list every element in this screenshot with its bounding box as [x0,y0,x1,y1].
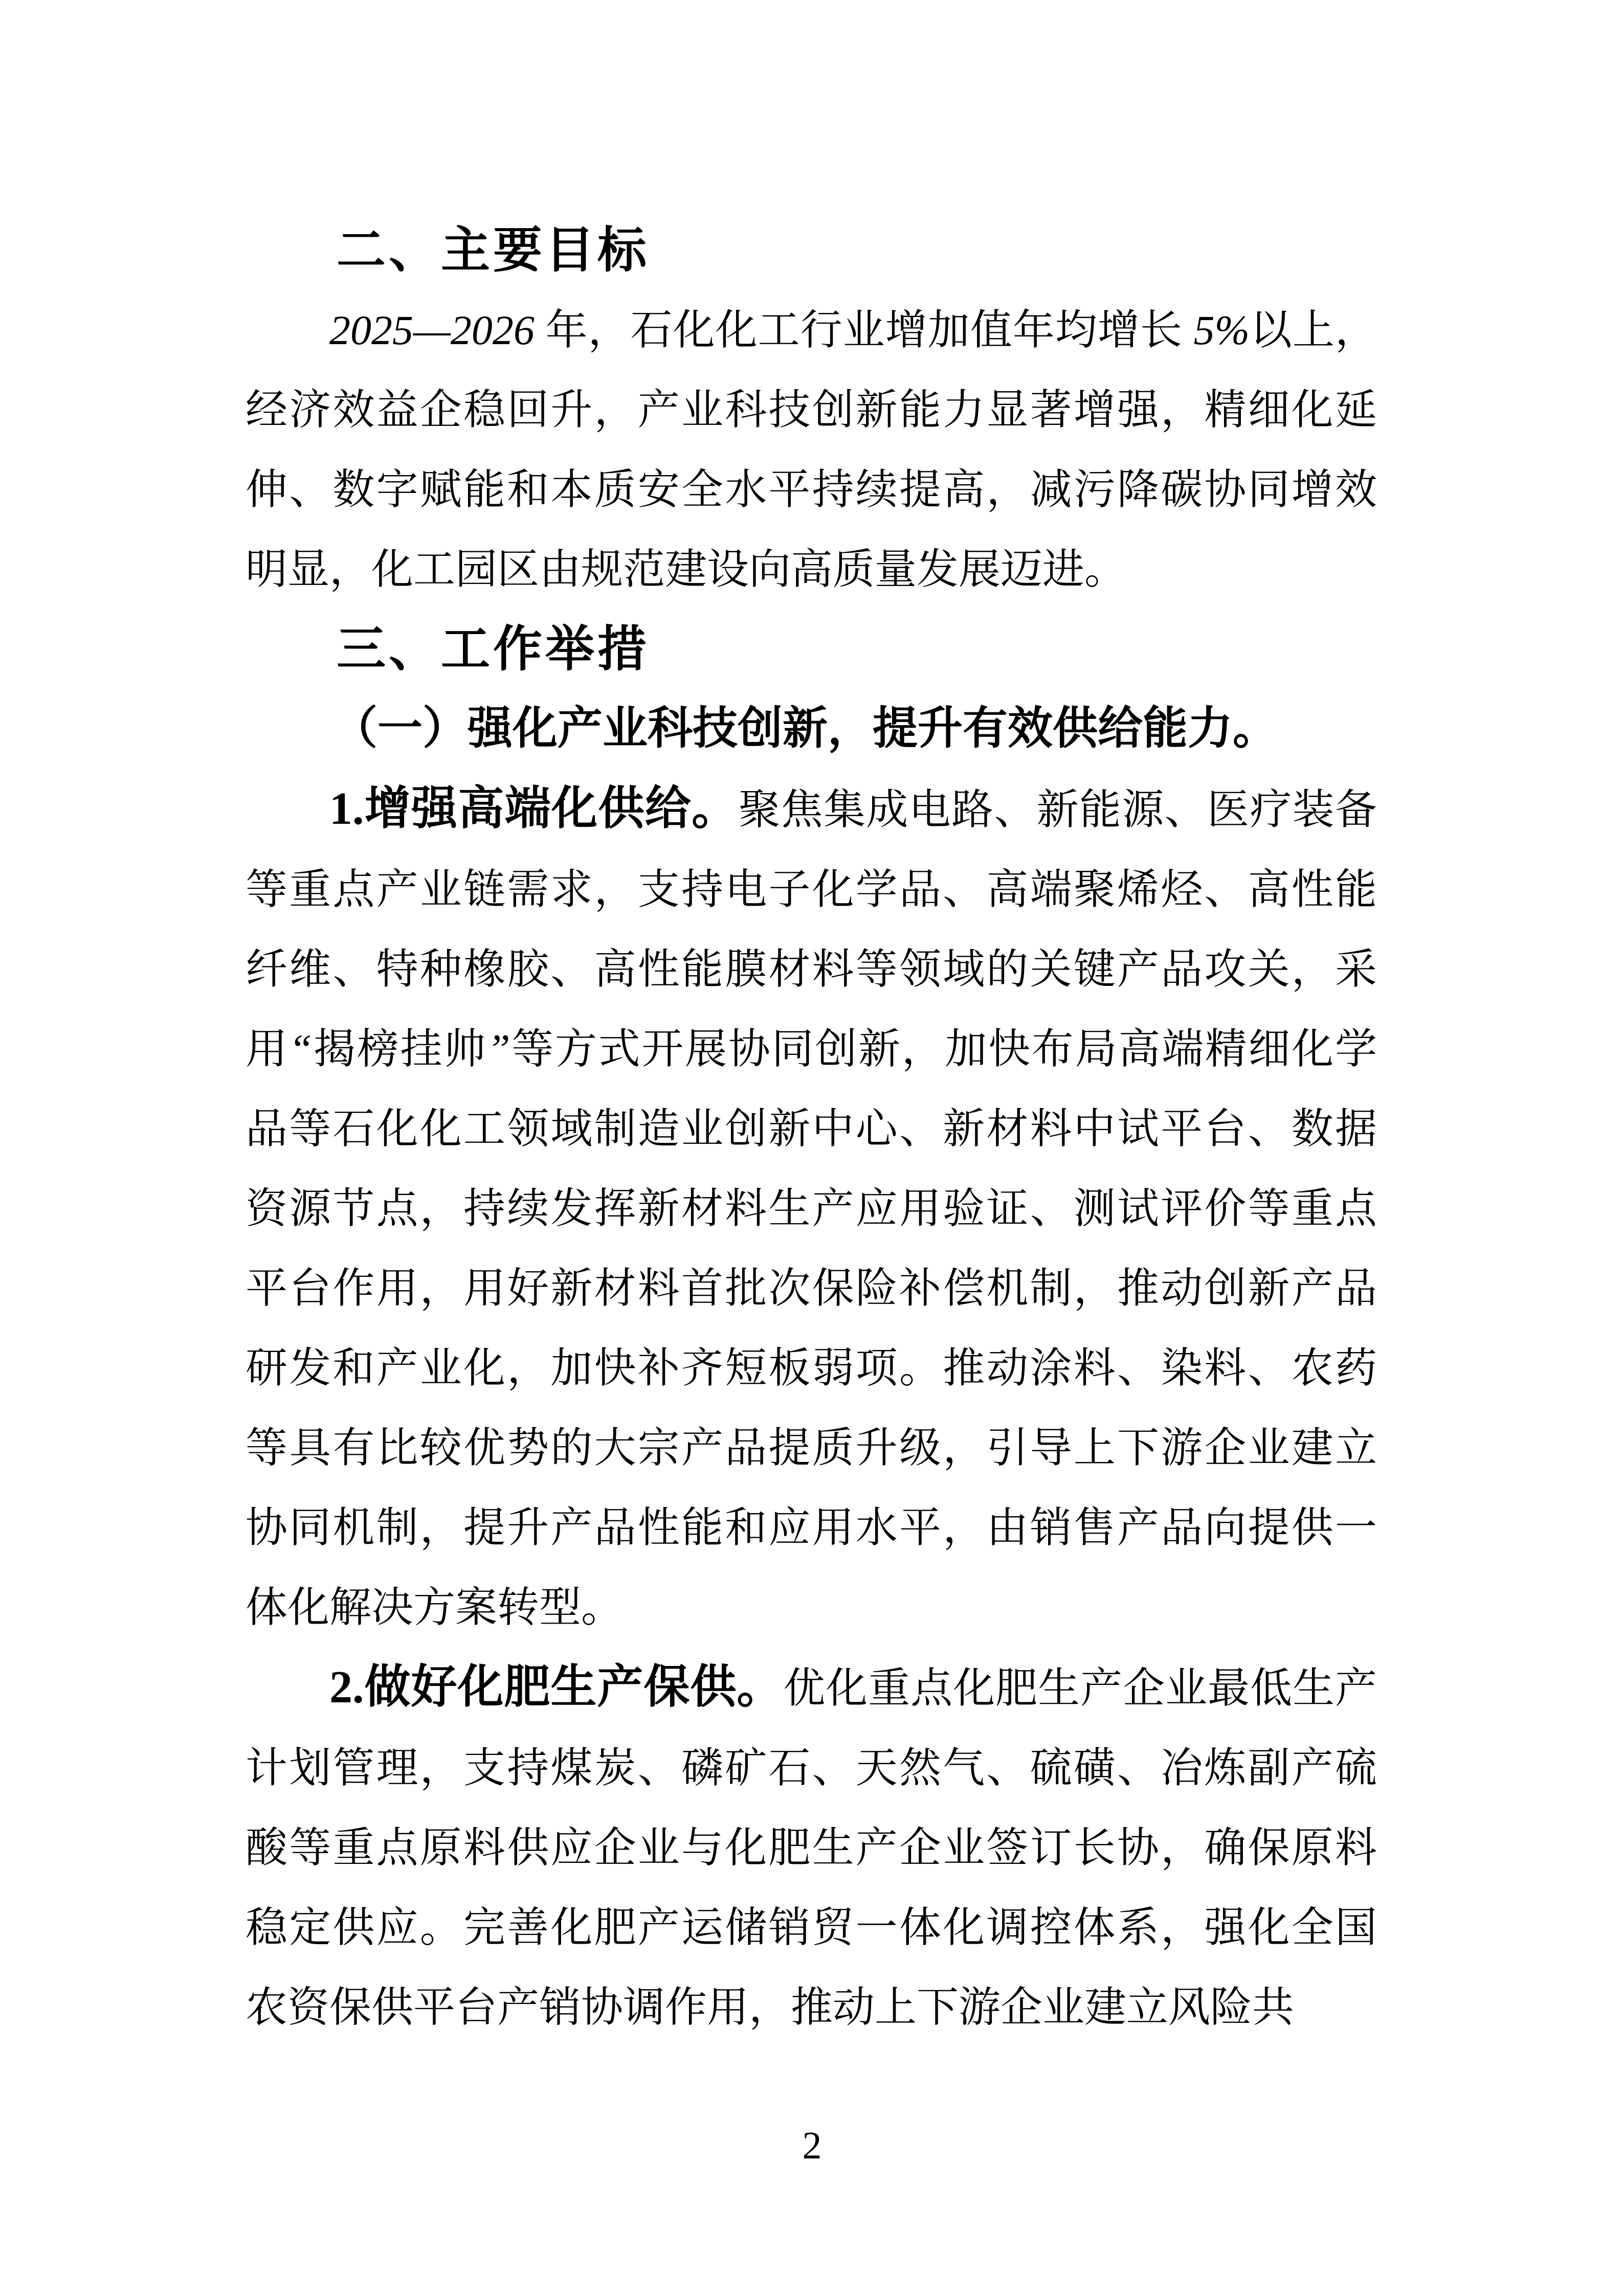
paragraph-item-1-lead: 1.增强高端化供给。 [329,783,739,834]
paragraph-item-1 [246,769,1377,1648]
paragraph-main-goals: 2025—2026 年，石化化工行业增加值年均增长 5%以上，经济效益企稳回升，产业科技创新能力显著增强，精细化延伸、数字赋能和本质安全水平持续提高，减污降碳协同增效明显，化工园区由规范建设向高质量发展迈进。 [246,307,1377,593]
page-footer [0,2106,1624,2186]
page-number: 2 [802,2124,822,2167]
paragraph-item-1-text: 聚焦集成电路、新能源、医疗装备等重点产业链需求，支持电子化学品、高端聚烯烃、高性能纤维、特种橡胶、高性能膜材料等领域的关键产品攻关，采用“揭榜挂帅”等方式开展协同创新，加快布局高端精细化学品等石化化工领域制造业创新中心、新材料中试平台、数据资源节点，持续发挥新材料生产应用验证、测试评价等重点平台作用，用好新材料首批次保险补偿机制，推动创新产品研发和产业化，加快补齐短板弱项。推动涂料、染料、农药等具有比较优势的大宗产品提质升级，引导上下游企业建立协同机制，提升产品性能和应用水平，由销售产品向提供一体化解决方案转型。 [246,786,1377,1631]
heading-work-measures: 三、工作举措 [337,622,650,677]
heading-main-goals: 二、主要目标 [337,223,650,278]
paragraph-item-2-lead: 2.做好化肥生产保供。 [329,1662,784,1713]
paragraph-item-2 [246,1648,1377,2047]
paragraph-item-2-text: 优化重点化肥生产企业最低生产计划管理，支持煤炭、磷矿石、天然气、硫磺、冶炼副产硫酸等重点原料供应企业与化肥生产企业签订长协，确保原料稳定供应。完善化肥产运储销贸一体化调控体系，强化全国农资保供平台产销协调作用，推动上下游企业建立风险共 [246,1665,1377,2031]
document-body [246,211,1377,2047]
heading-subsection-1: （一）强化产业科技创新，提升有效供给能力。 [332,704,1278,754]
